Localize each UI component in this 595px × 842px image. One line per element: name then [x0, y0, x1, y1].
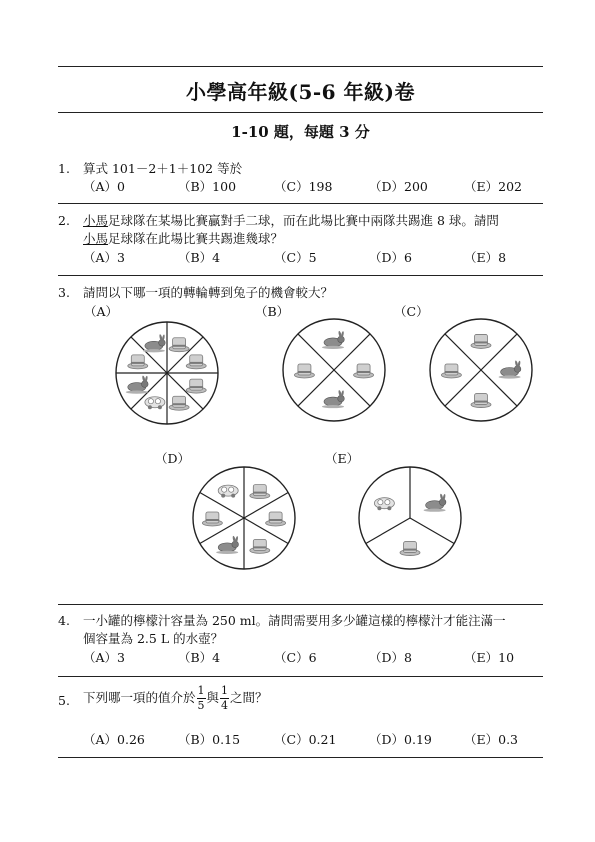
wheel-d [193, 467, 295, 569]
question-number: 3. [58, 285, 70, 300]
question-4 [58, 612, 543, 668]
option-e[interactable]: （E）10 [464, 650, 515, 665]
option-e[interactable]: （E）0.3 [464, 732, 519, 747]
option-a[interactable]: （A）0 [83, 179, 125, 194]
option-a[interactable]: （A）0.26 [83, 732, 145, 747]
page-title: 小學高年級(5-6 年級)卷 [185, 80, 416, 104]
team-name: 小馬 [83, 213, 109, 228]
question-number: 5. [58, 693, 70, 708]
question-text: 下列哪一項的值介於 $\frac{1}{5}$ 與 $\frac{1}{4}$ 之間？ [83, 684, 268, 712]
wheel-b [283, 319, 385, 421]
option-d[interactable]: （D）0.19 [369, 732, 432, 747]
option-e[interactable]: （E）202 [464, 179, 522, 194]
question-number: 2. [58, 213, 70, 228]
answer-options [83, 731, 543, 749]
option-b[interactable]: （B）4 [178, 650, 221, 665]
option-b[interactable]: （B）100 [178, 179, 237, 194]
option-d[interactable]: （D）6 [369, 250, 412, 265]
option-c[interactable]: （C）0.21 [274, 732, 337, 747]
question-text: 小馬足球隊在某場比賽贏對手二球，而在此場比賽中兩隊共踢進 8 球。請問 小馬足球隊在此場比賽共踢進幾球？ [83, 213, 499, 246]
option-e[interactable]: （E）8 [464, 250, 507, 265]
fraction-one-fifth: $\frac{1}{5}$ [197, 684, 205, 712]
question-text: 一小罐的檸檬汁容量為 250 ml。請問需要用多少罐這樣的檸檬汁才能注滿一 個容量為 2.5 L 的水壺？ [83, 613, 506, 646]
wheel-e [359, 467, 461, 569]
option-a[interactable]: （A）3 [83, 250, 125, 265]
option-c[interactable]: （C）198 [274, 179, 333, 194]
option-a[interactable]: （A）3 [83, 650, 125, 665]
option-c[interactable]: （C）6 [274, 650, 317, 665]
section-subtitle: 1-10 題，每題 3 分 [231, 123, 370, 141]
question-number: 4. [58, 613, 70, 628]
question-5 [58, 684, 543, 754]
wheel-label-e: （E） [325, 451, 360, 466]
wheel-c [430, 319, 532, 421]
fraction-one-quarter: $\frac{1}{4}$ [221, 684, 229, 712]
answer-options [83, 649, 543, 667]
question-number: 1. [58, 161, 70, 176]
option-d[interactable]: （D）8 [369, 650, 412, 665]
wheel-label-a: （A） [84, 304, 119, 319]
option-b[interactable]: （B）4 [178, 250, 221, 265]
wheel-label-c: （C） [394, 304, 429, 319]
team-name: 小馬 [83, 231, 109, 246]
question-text: 請問以下哪一項的轉輪轉到兔子的機會較大？ [83, 285, 334, 300]
bottom-rule [58, 757, 543, 758]
wheel-label-d: （D） [155, 451, 191, 466]
divider [58, 676, 543, 677]
question-text: 算式 101－2＋1＋102 等於 [83, 161, 243, 176]
divider [58, 604, 543, 605]
option-b[interactable]: （B）0.15 [178, 732, 241, 747]
wheel-label-b: （B） [255, 304, 290, 319]
option-d[interactable]: （D）200 [369, 179, 428, 194]
option-c[interactable]: （C）5 [274, 250, 317, 265]
wheel-a [116, 322, 218, 424]
